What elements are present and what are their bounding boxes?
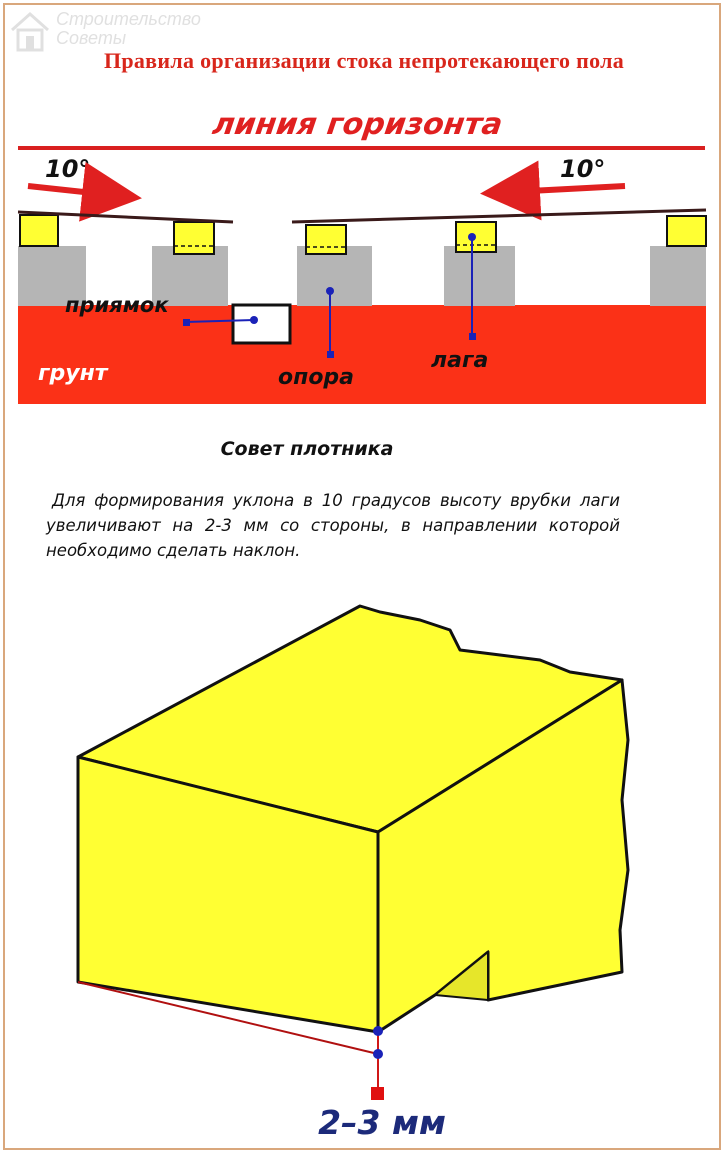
watermark-line1: Строительство	[56, 9, 201, 29]
tip-text: Для формирования уклона в 10 градусов высоту врубки лаги увеличивают на 2-3 мм со стороны, в направлении которой необходимо сделать наклон.	[46, 491, 620, 560]
page-title: Правила организации стока непротекающего пола	[103, 48, 625, 73]
floor-board-right	[292, 210, 706, 222]
support	[444, 246, 515, 306]
joist	[174, 222, 214, 254]
pit-label: приямок	[65, 293, 169, 317]
watermark-line2: Советы	[56, 28, 127, 48]
slope-arrow-left	[28, 186, 130, 197]
angle-right-label: 10°	[560, 155, 606, 183]
dimension-label: 2–3 мм	[318, 1103, 446, 1142]
tip-title: Совет плотника	[220, 438, 394, 460]
slope-arrow-right	[492, 186, 625, 193]
support	[650, 246, 706, 306]
angle-left-label: 10°	[45, 155, 91, 183]
joist-label: лага	[431, 348, 489, 373]
joist	[667, 216, 706, 246]
horizon-label: линия горизонта	[210, 107, 505, 142]
ground-label: грунт	[38, 361, 108, 386]
ground	[18, 305, 706, 404]
pit	[233, 305, 290, 343]
joist	[20, 215, 58, 246]
joist	[306, 225, 346, 254]
drainage-diagram	[0, 0, 728, 420]
support-label: опора	[278, 365, 355, 390]
